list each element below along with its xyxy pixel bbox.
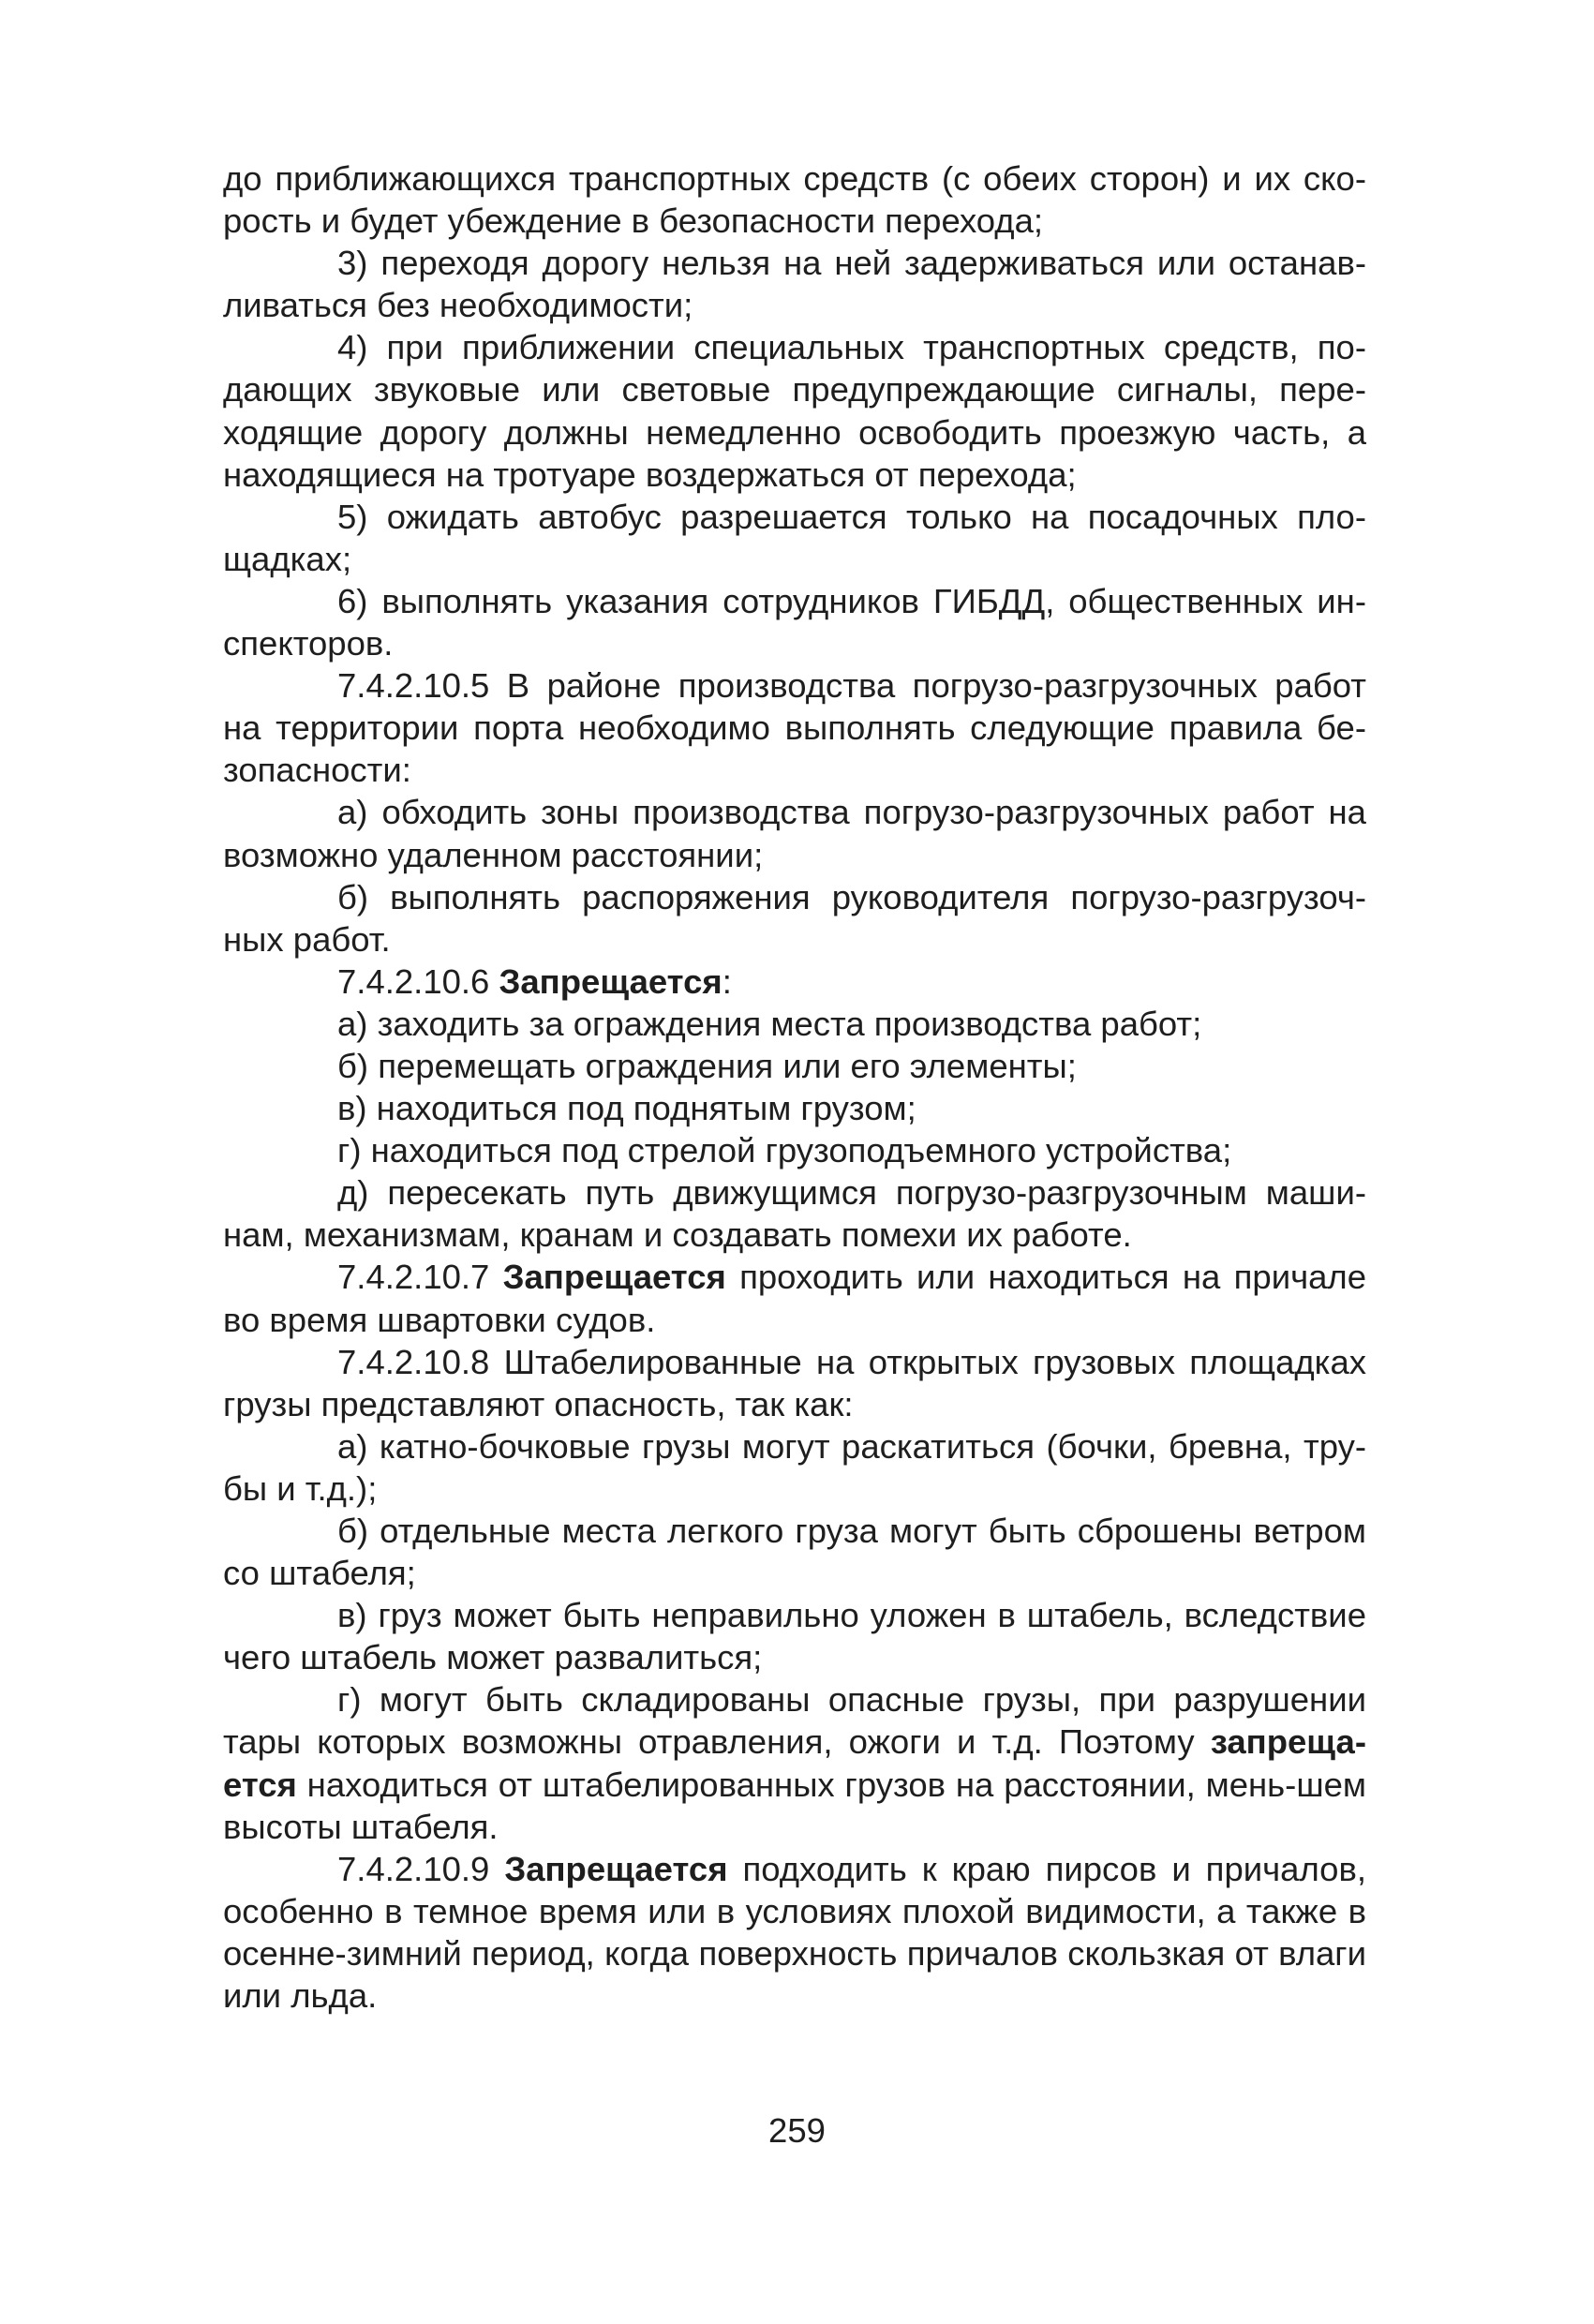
bold-emphasis: запреща-ется bbox=[223, 1722, 1366, 1804]
bold-emphasis: Запрещается bbox=[504, 1849, 728, 1888]
p-clause-7-4-2-10-8 bbox=[223, 1341, 1366, 1425]
p-item-a-2 bbox=[223, 1003, 1366, 1045]
text-run: д) пересекать путь движущимся погрузо-разгрузочным маши-нам, механизмам, кранам и создавать помехи их работе. bbox=[223, 1173, 1366, 1255]
p-continuation bbox=[223, 157, 1366, 242]
text-run: проходить или находиться на причале во время швартовки судов. bbox=[223, 1258, 1366, 1339]
p-clause-7-4-2-10-9 bbox=[223, 1848, 1366, 2017]
p-item-b-1 bbox=[223, 876, 1366, 961]
text-run: а) заходить за ограждения места производства работ; bbox=[337, 1004, 1202, 1043]
p-item-b-2 bbox=[223, 1045, 1366, 1087]
bold-emphasis: Запрещается bbox=[502, 1258, 726, 1297]
p-item-5 bbox=[223, 496, 1366, 580]
p-item-v-2 bbox=[223, 1087, 1366, 1129]
p-item-b-3 bbox=[223, 1510, 1366, 1594]
body-text bbox=[223, 157, 1366, 2017]
text-run: 7.4.2.10.5 В районе производства погрузо-разгрузочных работ на территории порта необходимо выполнять следующие правила бе-зопасности: bbox=[223, 666, 1366, 790]
text-run: находиться от штабелированных грузов на расстоянии, мень-шем высоты штабеля. bbox=[223, 1765, 1366, 1846]
page-number: 259 bbox=[768, 2111, 826, 2150]
text-run: : bbox=[722, 961, 732, 1001]
text-run: подходить к краю пирсов и причалов, особенно в темное время или в условиях плохой видимости, а также в осенне-зимний период, когда поверхность причалов скользкая от влаги или льда. bbox=[223, 1849, 1366, 2016]
text-run: 3) переходя дорогу нельзя на ней задерживаться или останав-ливаться без необходимости; bbox=[223, 244, 1366, 325]
text-run: в) находиться под поднятым грузом; bbox=[337, 1089, 916, 1128]
text-run: б) отдельные места легкого груза могут быть сброшены ветром со штабеля; bbox=[223, 1512, 1366, 1593]
text-run: а) обходить зоны производства погрузо-разгрузочных работ на возможно удаленном расстоянии; bbox=[223, 793, 1366, 874]
p-item-a-1 bbox=[223, 791, 1366, 875]
p-item-v-3 bbox=[223, 1594, 1366, 1678]
p-clause-7-4-2-10-6 bbox=[223, 961, 1366, 1003]
p-clause-7-4-2-10-7 bbox=[223, 1256, 1366, 1340]
text-run: до приближающихся транспортных средств (с обеих сторон) и их ско-рость и будет убеждение в безопасности перехода; bbox=[223, 159, 1366, 241]
text-run: а) катно-бочковые грузы могут раскатиться (бочки, бревна, тру-бы и т.д.); bbox=[223, 1426, 1366, 1508]
text-run: 4) при приближении специальных транспортных средств, по-дающих звуковые или световые предупреждающие сигналы, пере-ходящие дорогу должны немедленно освободить проезжую часть, а находящиеся на тротуаре воздержаться от перехода; bbox=[223, 328, 1366, 494]
text-run: 7.4.2.10.7 bbox=[337, 1258, 503, 1297]
p-item-g-3 bbox=[223, 1678, 1366, 1847]
p-clause-7-4-2-10-5 bbox=[223, 664, 1366, 791]
text-run: 6) выполнять указания сотрудников ГИБДД, общественных ин-спекторов. bbox=[223, 581, 1366, 663]
text-run: б) выполнять распоряжения руководителя погрузо-разгрузоч-ных работ. bbox=[223, 877, 1366, 959]
p-item-6 bbox=[223, 580, 1366, 664]
text-run: 7.4.2.10.6 bbox=[337, 961, 499, 1001]
text-run: г) находиться под стрелой грузоподъемного устройства; bbox=[337, 1131, 1232, 1170]
bold-emphasis: Запрещается bbox=[499, 961, 723, 1001]
p-item-4 bbox=[223, 326, 1366, 495]
p-item-d-2 bbox=[223, 1171, 1366, 1256]
text-run: г) могут быть складированы опасные грузы, при разрушении тары которых возможны отравления, ожоги и т.д. Поэтому bbox=[223, 1680, 1366, 1762]
p-item-3 bbox=[223, 242, 1366, 326]
text-run: 7.4.2.10.9 bbox=[337, 1849, 505, 1888]
text-run: б) перемещать ограждения или его элементы; bbox=[337, 1046, 1077, 1085]
text-run: 7.4.2.10.8 Штабелированные на открытых грузовых площадках грузы представляют опасность, так как: bbox=[223, 1342, 1366, 1423]
text-run: в) груз может быть неправильно уложен в штабель, вследствие чего штабель может развалиться; bbox=[223, 1596, 1366, 1677]
p-item-g-2 bbox=[223, 1129, 1366, 1171]
p-item-a-3 bbox=[223, 1425, 1366, 1510]
text-run: 5) ожидать автобус разрешается только на посадочных пло-щадках; bbox=[223, 497, 1366, 578]
